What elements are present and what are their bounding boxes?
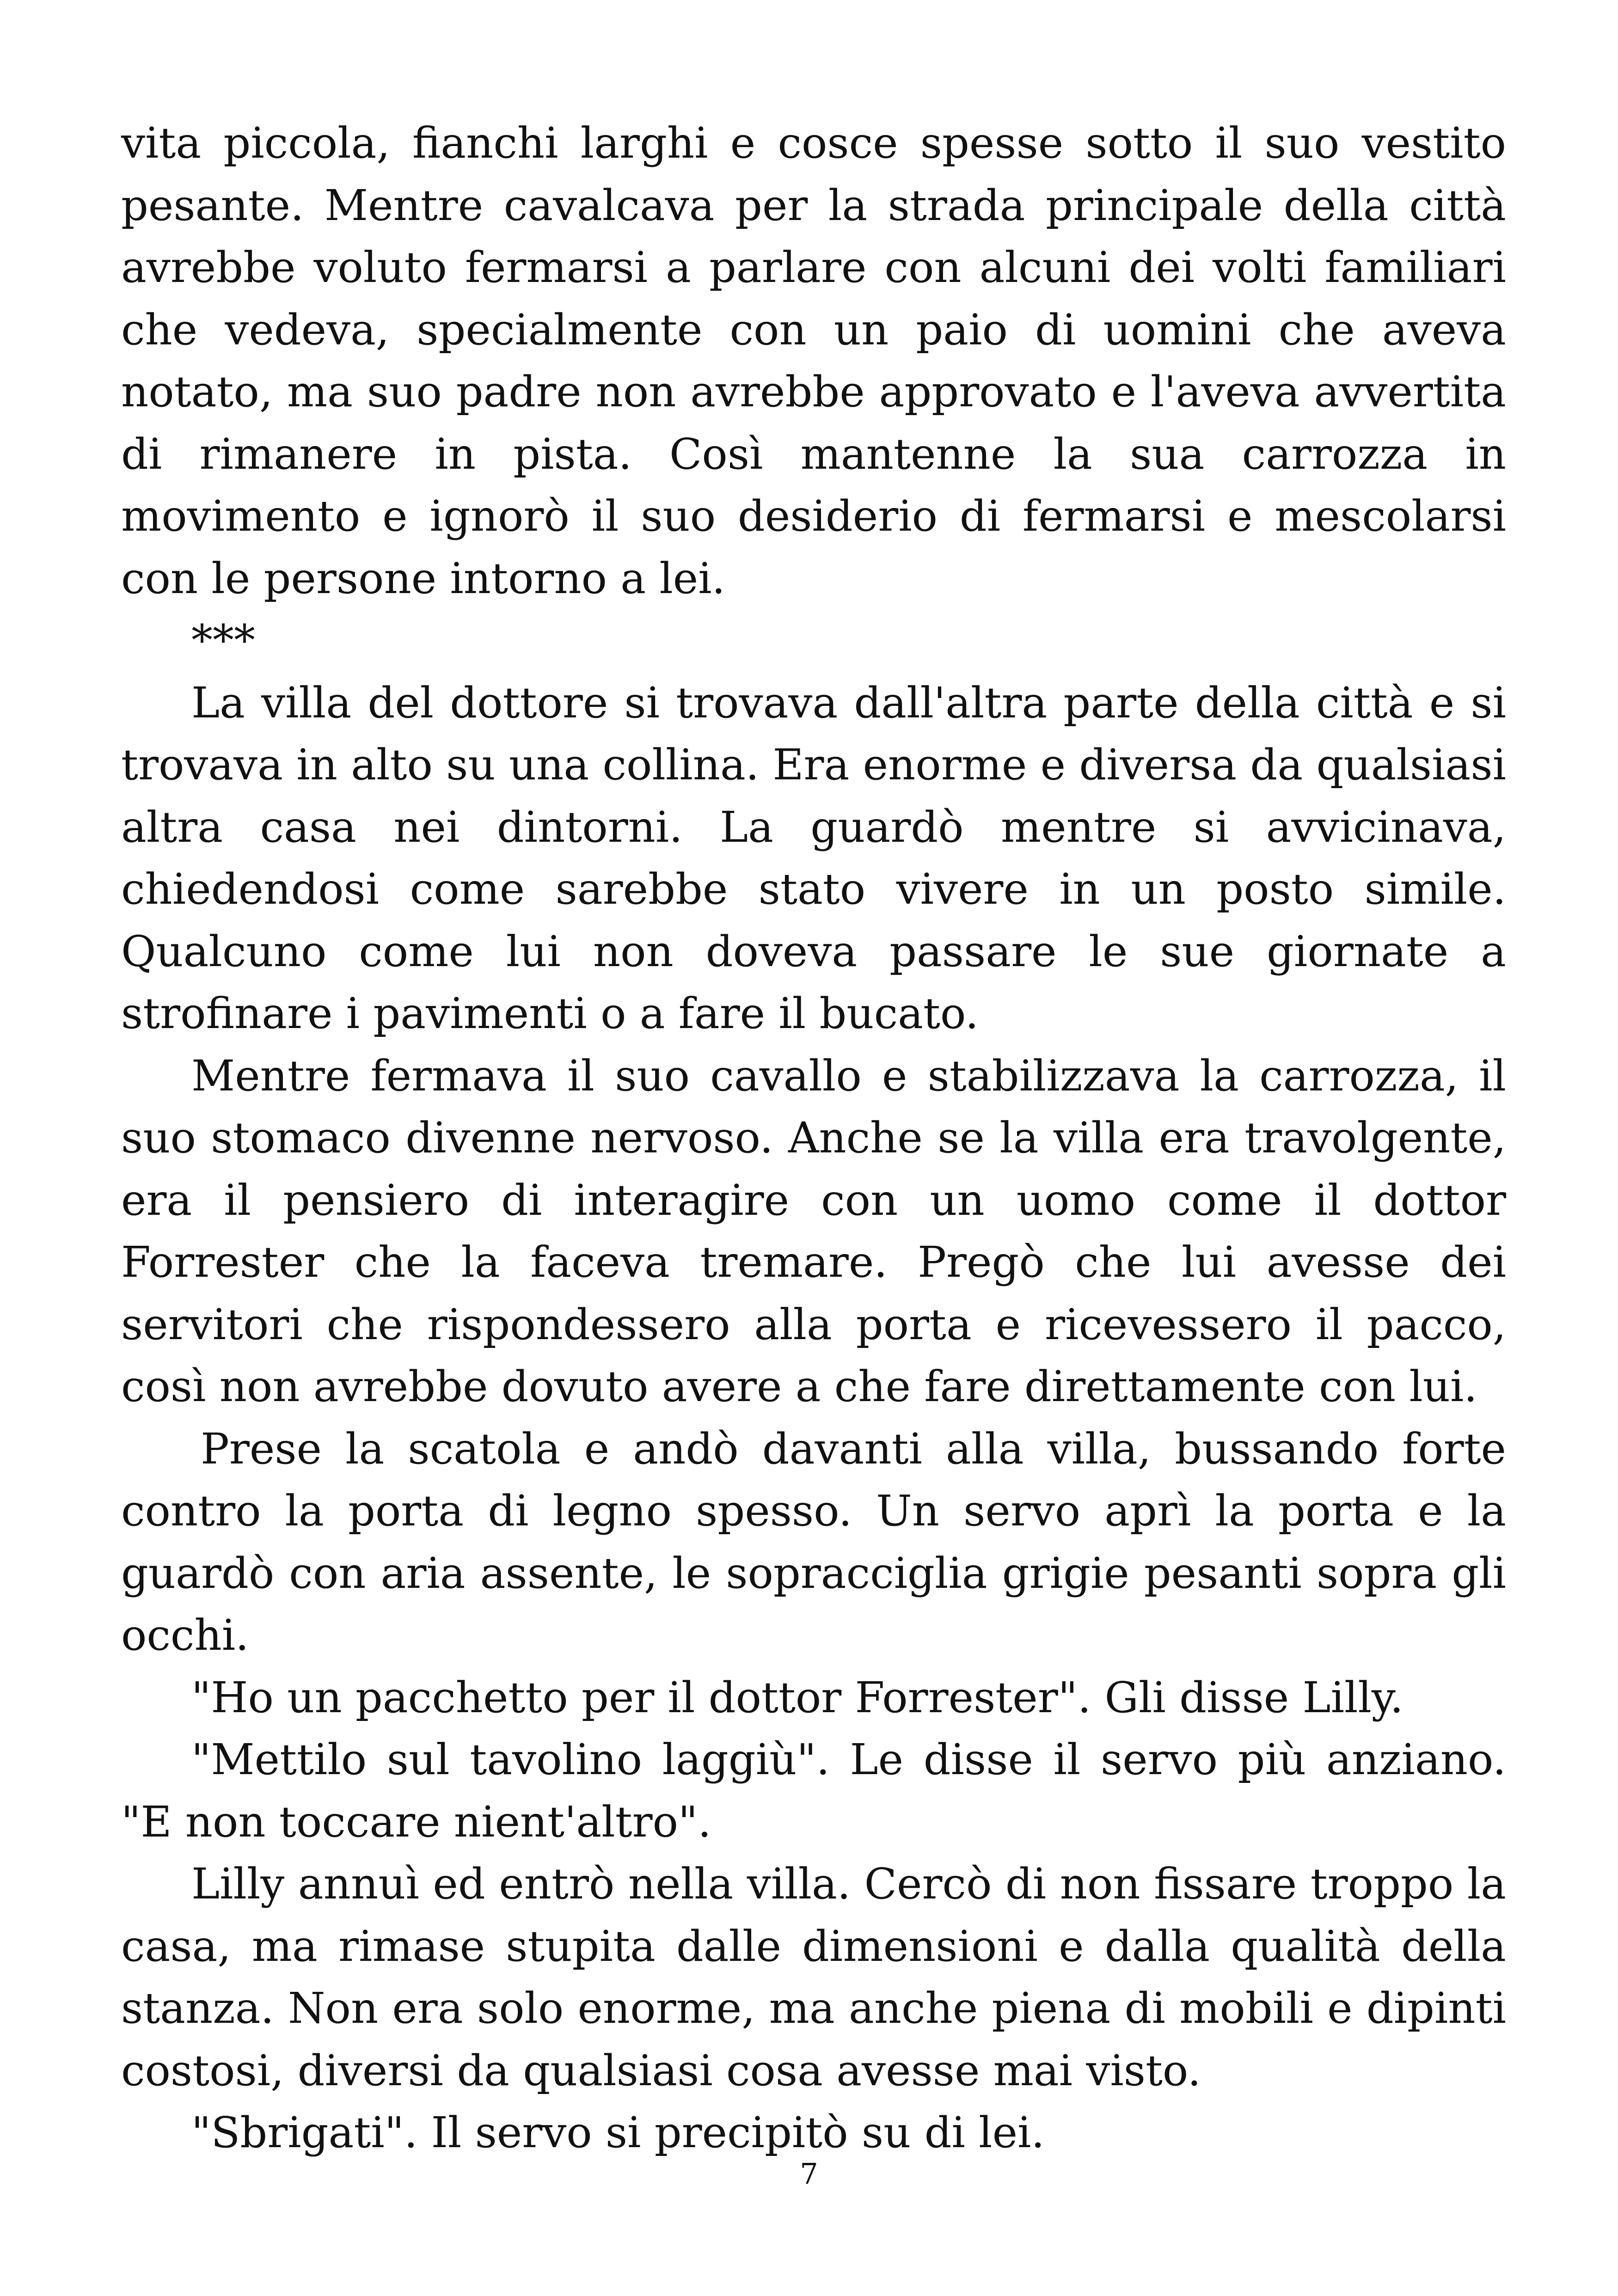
paragraph-continuation: vita piccola, fianchi larghi e cosce spesse sotto il suo vestito pesante. Mentre cavalcava per la strada principale della città avrebbe voluto fermarsi a parlare con alcuni dei volti familiari che vedeva, specialmente con un paio di uomini che aveva notato, ma suo padre non avrebbe approvato e l'aveva avvertita di rimanere in pista. Così mantenne la sua carrozza in movimento e ignorò il suo desiderio di fermarsi e mescolarsi con le persone intorno a lei. [121, 118, 1506, 603]
paragraph: "Sbrigati". Il servo si precipitò su di lei. [191, 2108, 1045, 2157]
paragraph: La villa del dottore si trovava dall'altra parte della città e si trovava in alto su una collina. Era enorme e diversa da qualsiasi altra casa nei dintorni. La guardò mentre si avvicinava, chiedendosi come sarebbe stato vivere in un posto simile. Qualcuno come lui non doveva passare le sue giornate a strofinare i pavimenti o a fare il bucato. [121, 678, 1506, 1038]
page-number: 7 [800, 2157, 818, 2191]
paragraph: Lilly annuì ed entrò nella villa. Cercò di non fissare troppo la casa, ma rimase stupita dalle dimensioni e dalla qualità della stanza. Non era solo enorme, ma anche piena di mobili e dipinti costosi, diversi da qualsiasi cosa avesse mai visto. [121, 1859, 1506, 2095]
paragraph: "Ho un pacchetto per il dottor Forrester". Gli disse Lilly. [191, 1672, 1403, 1722]
scene-separator: *** [191, 616, 255, 665]
paragraph: Prese la scatola e andò davanti alla villa, bussando forte contro la porta di legno spesso. Un servo aprì la porta e la guardò con aria assente, le sopracciglia grigie pesanti sopra gli occhi. [121, 1424, 1506, 1660]
paragraph: "Mettilo sul tavolino laggiù". Le disse il servo più anziano. "E non toccare nient'altro". [121, 1735, 1506, 1847]
paragraph: Mentre fermava il suo cavallo e stabilizzava la carrozza, il suo stomaco divenne nervoso. Anche se la villa era travolgente, era il pensiero di interagire con un uomo come il dottor Forrester che la faceva tremare. Pregò che lui avesse dei servitori che rispondessero alla porta e ricevessero il pacco, così non avrebbe dovuto avere a che fare direttamente con lui. [121, 1051, 1506, 1411]
page-body [121, 112, 1506, 2164]
